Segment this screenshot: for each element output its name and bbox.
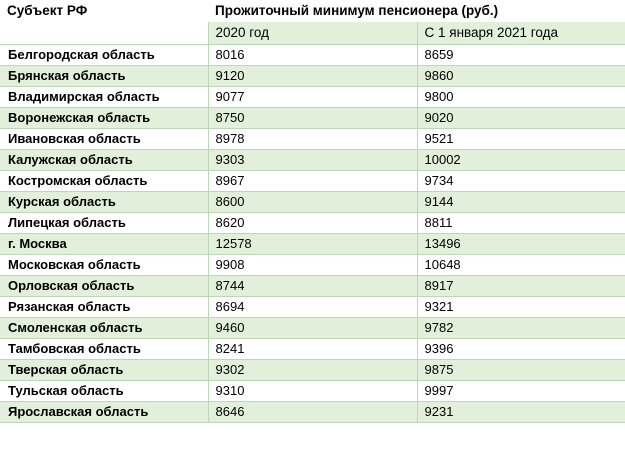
value-2020-cell: 8620 [208, 213, 417, 234]
value-2020-cell: 8016 [208, 45, 417, 66]
value-2020-cell: 8750 [208, 108, 417, 129]
table-row [0, 66, 625, 87]
value-2021-cell: 9321 [417, 297, 625, 318]
table-row [0, 234, 625, 255]
value-2021-cell: 9521 [417, 129, 625, 150]
region-cell: Брянская область [0, 66, 208, 87]
table-row [0, 129, 625, 150]
value-2021-cell: 9875 [417, 360, 625, 381]
table-row [0, 171, 625, 192]
table-row [0, 192, 625, 213]
value-2020-cell: 9460 [208, 318, 417, 339]
region-cell: Владимирская область [0, 87, 208, 108]
region-cell: Липецкая область [0, 213, 208, 234]
table-row [0, 45, 625, 66]
header-subject: Субъект РФ [0, 0, 208, 22]
table-row [0, 297, 625, 318]
table-row [0, 360, 625, 381]
value-2021-cell: 9396 [417, 339, 625, 360]
value-2021-cell: 9782 [417, 318, 625, 339]
region-cell: Тамбовская область [0, 339, 208, 360]
value-2020-cell: 9302 [208, 360, 417, 381]
value-2020-cell: 8694 [208, 297, 417, 318]
value-2021-cell: 10648 [417, 255, 625, 276]
value-2020-cell: 9077 [208, 87, 417, 108]
region-cell: г. Москва [0, 234, 208, 255]
table-row [0, 255, 625, 276]
value-2021-cell: 9144 [417, 192, 625, 213]
value-2021-cell: 9020 [417, 108, 625, 129]
value-2021-cell: 9800 [417, 87, 625, 108]
table-row [0, 150, 625, 171]
value-2020-cell: 9303 [208, 150, 417, 171]
region-cell: Орловская область [0, 276, 208, 297]
value-2020-cell: 9120 [208, 66, 417, 87]
header-row [0, 0, 625, 22]
region-cell: Рязанская область [0, 297, 208, 318]
table-row [0, 402, 625, 423]
value-2021-cell: 8811 [417, 213, 625, 234]
value-2021-cell: 8659 [417, 45, 625, 66]
table-row [0, 213, 625, 234]
table-row [0, 381, 625, 402]
column-header-2020: 2020 год [208, 22, 417, 45]
value-2020-cell: 8967 [208, 171, 417, 192]
table-row [0, 87, 625, 108]
value-2021-cell: 9231 [417, 402, 625, 423]
value-2021-cell: 9860 [417, 66, 625, 87]
region-cell: Смоленская область [0, 318, 208, 339]
region-cell: Воронежская область [0, 108, 208, 129]
value-2020-cell: 8646 [208, 402, 417, 423]
table-row [0, 276, 625, 297]
region-cell: Тульская область [0, 381, 208, 402]
value-2021-cell: 9734 [417, 171, 625, 192]
value-2020-cell: 8744 [208, 276, 417, 297]
header-title: Прожиточный минимум пенсионера (руб.) [208, 0, 625, 22]
region-cell: Белгородская область [0, 45, 208, 66]
column-header-2021: С 1 января 2021 года [417, 22, 625, 45]
region-cell: Тверская область [0, 360, 208, 381]
value-2020-cell: 12578 [208, 234, 417, 255]
column-header-row [0, 22, 625, 45]
region-cell: Курская область [0, 192, 208, 213]
value-2021-cell: 13496 [417, 234, 625, 255]
table-row [0, 318, 625, 339]
table-row [0, 108, 625, 129]
value-2021-cell: 10002 [417, 150, 625, 171]
column-header-empty [0, 22, 208, 45]
value-2020-cell: 9908 [208, 255, 417, 276]
region-cell: Калужская область [0, 150, 208, 171]
value-2020-cell: 8241 [208, 339, 417, 360]
region-cell: Московская область [0, 255, 208, 276]
table-row [0, 339, 625, 360]
value-2020-cell: 9310 [208, 381, 417, 402]
region-cell: Костромская область [0, 171, 208, 192]
value-2020-cell: 8600 [208, 192, 417, 213]
value-2021-cell: 9997 [417, 381, 625, 402]
value-2020-cell: 8978 [208, 129, 417, 150]
value-2021-cell: 8917 [417, 276, 625, 297]
region-cell: Ивановская область [0, 129, 208, 150]
region-cell: Ярославская область [0, 402, 208, 423]
